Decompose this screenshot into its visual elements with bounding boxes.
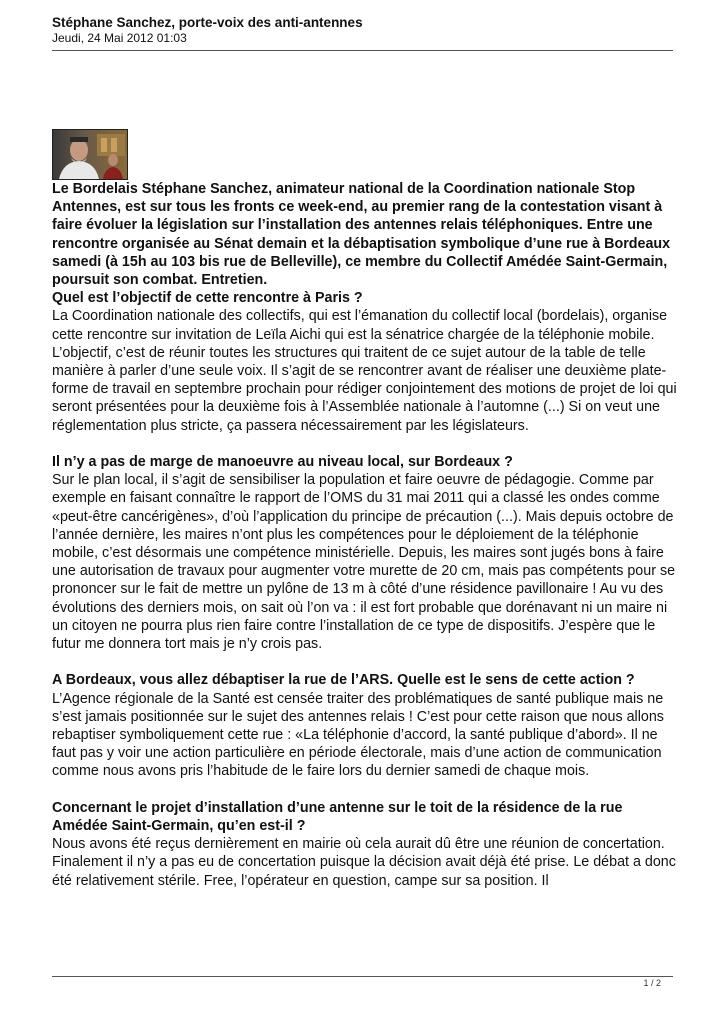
question-4: Concernant le projet d’installation d’une antenne sur le toit de la résidence de la rue Amédée Saint-Germain, qu’en est-il ? — [52, 799, 623, 835]
answer-1: La Coordination nationale des collectifs, qui est l’émanation du collectif local (bordelais), organise cette rencontre sur invitation de Leïla Aichi qui est la sénatrice chargée de la téléphonie mobile. L’objectif, c’est de réunir toutes les structures qui traitent de ce sujet autour de la table de telle manière à parler d’une seule voix. Il s’agit de se rencontrer avant de réaliser une deuxième plate-forme de travail en septembre prochain pour rédiger conjointement des motions de projet de loi qui seront présentées pour la deuxième fois à l’Assemblée nationale à l’automne (...) Si on veut une réglementation plus stricte, ça passera nécessairement par les législateurs. — [52, 308, 677, 434]
article-body — [52, 180, 677, 890]
answer-2: Sur le plan local, il s’agit de sensibiliser la population et faire oeuvre de pédagogie. Comme par exemple en faisant connaître le rapport de l’OMS du 31 mai 2011 qui a classé les ondes comme «peut-être cancérigènes», d’où l’application du principe de précaution (...). Mais depuis octobre de l’année dernière, les maires n’ont plus les compétences pour le déploiement de la téléphonie mobile, c’est désormais une compétence ministérielle. Depuis, les maires sont jugés bons à faire une autorisation de travaux pour augmenter votre murette de 20 cm, mais pas compétents pour se prononcer sur le fait de mettre un pylône de 13 m à côté d’une résidence pavillonaire ! Au vu des évolutions des derniers mois, on sait où l’on va : il est fort probable que dorénavant ni un maire ni un citoyen ne pourra plus rien faire contre l’installation de ce type de dispositifs. J’espère que le futur me donnera tort mais je n’y crois pas. — [52, 472, 676, 653]
document-title: Stéphane Sanchez, porte-voix des anti-antennes — [52, 15, 363, 30]
answer-3: L’Agence régionale de la Santé est censée traiter des problématiques de santé publique mais ne s’est jamais positionnée sur le sujet des antennes relais ! C’est pour cette raison que nous allons rebaptiser symboliquement cette rue : «La téléphonie d’accord, la santé publique d’abord». Il ne faut pas y voir une action particulière en période électorale, mais d’une action de communication comme nous avons pris l’habitude de le faire lors du dernier samedi de chaque mois. — [52, 690, 664, 780]
page-number: 1 / 2 — [643, 978, 661, 988]
question-2: Il n’y a pas de marge de manoeuvre au niveau local, sur Bordeaux ? — [52, 454, 513, 471]
question-3: A Bordeaux, vous allez débaptiser la rue de l’ARS. Quelle est le sens de cette action ? — [52, 672, 635, 689]
portrait-image-icon — [53, 130, 127, 179]
header-divider — [52, 50, 673, 51]
article-lead: Le Bordelais Stéphane Sanchez, animateur national de la Coordination nationale Stop Antennes, est sur tous les fronts ce week-end, au premier rang de la contestation visant à faire évoluer la législation sur l’installation des antennes relais téléphoniques. Entre une rencontre organisée au Sénat demain et la débaptisation symbolique d’une rue à Bordeaux samedi (à 15h au 103 bis rue de Belleville), ce membre du Collectif Amédée Saint-Germain, poursuit son combat. Entretien. — [52, 181, 671, 289]
footer-divider — [52, 976, 673, 977]
publication-date: Jeudi, 24 Mai 2012 01:03 — [52, 31, 187, 45]
article-photo — [52, 129, 128, 180]
question-1: Quel est l’objectif de cette rencontre à Paris ? — [52, 290, 363, 307]
answer-4: Nous avons été reçus dernièrement en mairie où cela aurait dû être une réunion de concertation. Finalement il n’y a pas eu de concertation puisque la décision avait déjà été prise. Le débat a donc été relativement stérile. Free, l’opérateur en question, campe sur sa position. Il — [52, 836, 676, 889]
document-header — [52, 15, 673, 46]
